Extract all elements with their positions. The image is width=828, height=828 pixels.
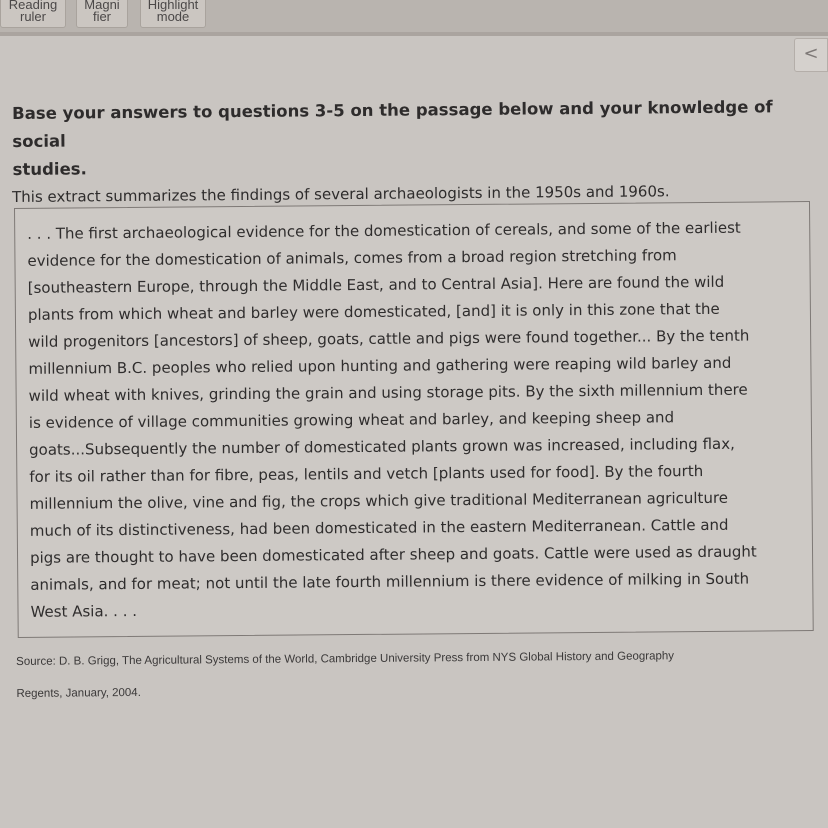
magnifier-label-2: fier [92, 9, 112, 24]
passage-line: wild wheat with knives, grinding the grain and using storage pits. By the sixth millennium there [28, 380, 748, 405]
reading-ruler-button[interactable] [0, 0, 66, 28]
passage-text [27, 214, 811, 626]
highlight-label-2: mode [156, 9, 190, 24]
passage-intro: This extract summarizes the findings of several archaeologists in the 1950s and 1960s. [12, 182, 670, 206]
passage-line: [southeastern Europe, through the Middle East, and to Central Asia]. Here are found the wild [27, 272, 725, 297]
instruction-line-2: studies. [12, 159, 87, 179]
passage-line: . . . The first archaeological evidence for the domestication of cereals, and some of the earliest [27, 218, 741, 243]
toolbar [0, 0, 828, 32]
magnifier-button[interactable] [76, 0, 128, 28]
source-citation [16, 639, 797, 710]
passage-line: millennium B.C. peoples who relied upon hunting and gathering were reaping wild barley and [28, 353, 732, 378]
passage-line: millennium the olive, vine and fig, the crops which give traditional Mediterranean agriculture [29, 488, 729, 513]
chevron-left-icon: < [803, 43, 819, 64]
passage-line: much of its distinctiveness, had been domesticated in the eastern Mediterranean. Cattle and [29, 515, 729, 540]
passage-line: evidence for the domestication of animals, comes from a broad region stretching from [27, 246, 677, 270]
magnifier-label-1: Magni [84, 0, 120, 12]
source-line-1: Source: D. B. Grigg, The Agricultural Systems of the World, Cambridge University Press from NYS Global History and Geography [16, 650, 675, 668]
passage-line: is evidence of village communities growing wheat and barley, and keeping sheep and [28, 408, 675, 432]
instruction-line-1: Base your answers to questions 3-5 on the passage below and your knowledge of social [12, 97, 773, 151]
highlight-label-1: Highlight [147, 0, 199, 12]
passage-line: animals, and for meat; not until the late fourth millennium is there evidence of milking in South [30, 569, 750, 594]
passage-box [14, 201, 814, 638]
passage-line: wild progenitors [ancestors] of sheep, goats, cattle and pigs were found together... By the tenth [28, 326, 750, 351]
reading-ruler-label-2: ruler [19, 9, 46, 24]
question-instruction [12, 93, 813, 184]
passage-line: West Asia. . . . [30, 601, 138, 621]
collapse-panel-button[interactable] [794, 38, 828, 72]
passage-line: for its oil rather than for fibre, peas, lentils and vetch [plants used for food]. By the fourth [29, 461, 704, 486]
source-line-2: Regents, January, 2004. [16, 686, 141, 700]
passage-line: pigs are thought to have been domesticated after sheep and goats. Cattle were used as draught [29, 542, 757, 567]
highlight-mode-button[interactable] [140, 0, 206, 28]
reading-ruler-label-1: Reading [8, 0, 58, 12]
passage-line: plants from which wheat and barley were domesticated, [and] it is only in this zone that the [27, 299, 720, 324]
passage-line: goats...Subsequently the number of domesticated plants grown was increased, including flax, [29, 434, 735, 459]
